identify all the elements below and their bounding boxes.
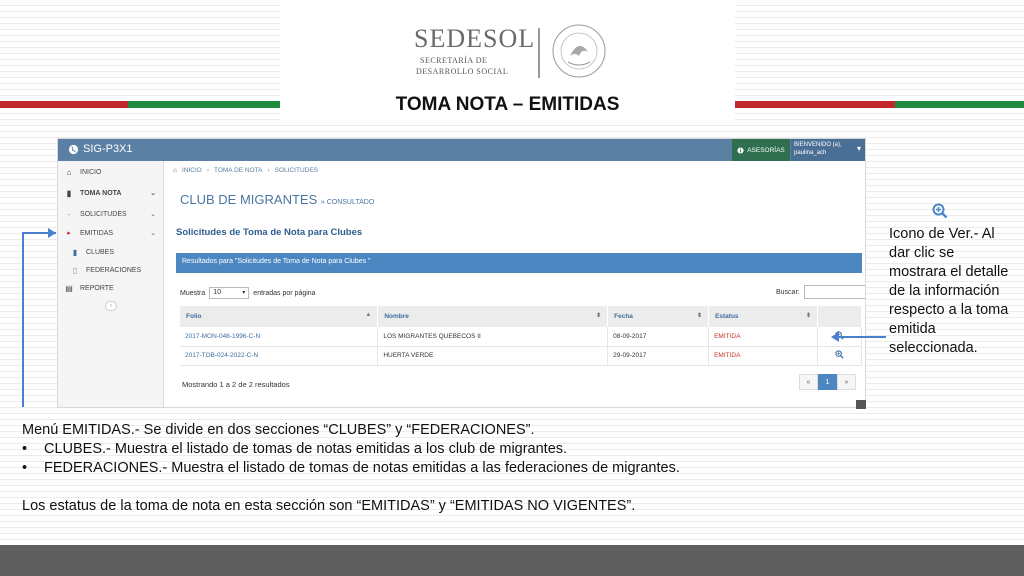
user-menu[interactable] (791, 139, 866, 161)
tricolor-bar-right (735, 101, 1024, 108)
chevron-down-icon: ▾ (242, 290, 246, 296)
list-item-text: FEDERACIONES.- Muestra el listado de tomas de notas emitidas a las federaciones de migrantes. (44, 460, 680, 476)
sidebar-item-toma-nota[interactable] (58, 184, 164, 202)
description-intro: Menú EMITIDAS.- Se divide en dos secciones “CLUBES” y “FEDERACIONES”. (22, 422, 535, 438)
cell-nombre: LOS MIGRANTES QUEBECOS II (378, 327, 608, 346)
page-length-select[interactable] (209, 287, 249, 299)
logo-line2: DESARROLLO SOCIAL (416, 67, 509, 76)
app-screenshot (57, 138, 866, 408)
annotation-line (838, 336, 886, 338)
pager-page-button[interactable]: 1 (818, 374, 837, 390)
cell-nombre: HUERTA VERDE (378, 346, 608, 365)
logo-brand: SEDESOL (414, 24, 536, 53)
arrow-right-icon: ▸ (67, 230, 71, 237)
table-row (180, 346, 862, 365)
sidebar-item-label: TOMA NOTA (80, 189, 122, 197)
breadcrumb (173, 167, 318, 174)
bullet: • (22, 460, 28, 476)
sidebar-item-reporte[interactable] (58, 279, 164, 297)
results-header: Resultados para "Solicitudes de Toma de Nota para Clubes " (176, 253, 862, 273)
sidebar-item-clubes[interactable] (64, 243, 170, 261)
table-row (180, 327, 862, 346)
zoom-in-icon (932, 203, 948, 219)
app-brand[interactable] (68, 143, 133, 155)
footer-bar (0, 545, 1024, 576)
section-heading (180, 192, 374, 207)
zoom-in-icon (835, 350, 844, 359)
search-control (776, 285, 866, 299)
sort-icon: ⬍ (805, 313, 811, 319)
search-input[interactable] (804, 285, 866, 299)
breadcrumb-item[interactable]: TOMA DE NOTA (213, 167, 263, 174)
logo-line1: SECRETARÍA DE (420, 56, 488, 65)
sort-icon: ⬍ (596, 313, 602, 319)
tricolor-bar-left (0, 101, 280, 108)
cell-estatus: EMITIDA (709, 327, 818, 346)
cell-fecha: 29-09-2017 (608, 346, 709, 365)
sidebar-item-label: SOLICITUDES (80, 210, 127, 218)
page-length-control (180, 287, 316, 299)
sidebar-item-label: INICIO (80, 168, 102, 176)
column-label: Estatus (715, 313, 739, 320)
print-icon: ▤ (65, 283, 73, 293)
app-name: SIG-P3X1 (83, 143, 133, 155)
national-seal-icon (548, 22, 610, 80)
column-label: Fecha (614, 313, 633, 320)
pager-next-button[interactable]: » (837, 374, 856, 390)
arrow-right-icon (48, 228, 56, 238)
search-label: Buscar: (776, 288, 800, 296)
pagination (799, 374, 856, 390)
column-header-actions (817, 306, 861, 327)
breadcrumb-item[interactable]: INICIO (181, 167, 202, 174)
dash-icon: - (67, 209, 71, 219)
welcome-line1: BIENVENIDO (a), (794, 142, 842, 148)
globe-icon (68, 144, 79, 155)
description-closing: Los estatus de la toma de nota en esta sección son “EMITIDAS” y “EMITIDAS NO VIGENTES”. (22, 498, 636, 514)
heading-text: CLUB DE MIGRANTES (180, 192, 318, 207)
bullet: • (22, 441, 28, 457)
description-text (22, 421, 822, 516)
sidebar-item-solicitudes[interactable] (58, 205, 164, 223)
bookmark-icon: ▮ (72, 247, 78, 257)
cell-fecha: 08-09-2017 (608, 327, 709, 346)
chevron-down-icon: ⌄ (150, 230, 156, 237)
chevron-down-icon: ▾ (856, 144, 861, 153)
results-table (180, 306, 862, 366)
column-header-fecha[interactable] (608, 306, 709, 327)
sidebar-item-label: CLUBES (86, 248, 115, 256)
sidebar-item-federaciones[interactable] (64, 261, 170, 279)
column-label: Nombre (384, 313, 409, 320)
view-button[interactable] (817, 346, 861, 365)
list-item-text: CLUBES.- Muestra el listado de tomas de notas emitidas a los club de migrantes. (44, 441, 568, 457)
asesorias-label: ASESORÍAS (747, 146, 785, 154)
sidebar-item-label: EMITIDAS (80, 229, 114, 237)
heading-sub: » CONSULTADO (320, 199, 375, 206)
column-header-folio[interactable] (180, 306, 378, 327)
asesorias-button[interactable] (732, 139, 790, 161)
list-item (22, 459, 822, 478)
results-count: Mostrando 1 a 2 de 2 resultados (182, 380, 290, 389)
info-icon (737, 147, 744, 154)
main-content (165, 161, 866, 408)
show-label: Muestra (180, 289, 206, 297)
pager-prev-button[interactable]: « (799, 374, 818, 390)
breadcrumb-separator-icon: › (267, 167, 270, 174)
annotation-line (22, 232, 24, 407)
column-header-nombre[interactable] (378, 306, 608, 327)
breadcrumb-separator-icon: › (206, 167, 209, 174)
page-length-value: 10 (213, 289, 222, 296)
home-icon: ⌂ (173, 167, 177, 174)
home-icon: ⌂ (66, 167, 72, 177)
sedesol-logo (410, 22, 630, 82)
sort-icon: ⬍ (697, 313, 703, 319)
subheading: Solicitudes de Toma de Nota para Clubes (176, 227, 363, 238)
sidebar-item-label: FEDERACIONES (86, 266, 142, 274)
welcome-user: paulina_ach (794, 150, 827, 156)
cell-estatus: EMITIDA (709, 346, 818, 365)
sidebar-item-label: REPORTE (80, 284, 114, 292)
view-icon-note: Icono de Ver.- Al dar clic se mostrara el detalle de la información respecto a la toma emitida seleccionada. (889, 226, 1009, 356)
logo-divider (538, 28, 540, 78)
show-suffix: entradas por página (253, 289, 316, 297)
chevron-down-icon: ⌄ (150, 211, 156, 218)
breadcrumb-item[interactable]: SOLICITUDES (274, 167, 319, 174)
app-topbar (58, 139, 866, 161)
sidebar-item-emitidas[interactable] (58, 224, 164, 242)
column-header-estatus[interactable] (709, 306, 818, 327)
page-title: TOMA NOTA – EMITIDAS (395, 94, 620, 115)
cell-folio[interactable]: 2017-TOB-024-2022-C-N (180, 346, 378, 365)
file-icon: ▮ (66, 188, 72, 198)
column-label: Folio (186, 313, 202, 320)
bookmark-outline-icon: ▯ (72, 265, 78, 275)
scrollbar-handle[interactable] (856, 400, 866, 409)
sidebar-item-inicio[interactable] (58, 163, 164, 181)
list-item (22, 440, 822, 459)
sort-asc-icon: ▲ (365, 312, 372, 318)
chevron-down-icon: ⌄ (150, 190, 156, 197)
collapse-sidebar-button[interactable]: ‹ (105, 301, 117, 311)
cell-folio[interactable]: 2017-MON-048-1996-C-N (180, 327, 378, 346)
arrow-left-icon (831, 332, 839, 342)
sidebar (58, 161, 164, 408)
